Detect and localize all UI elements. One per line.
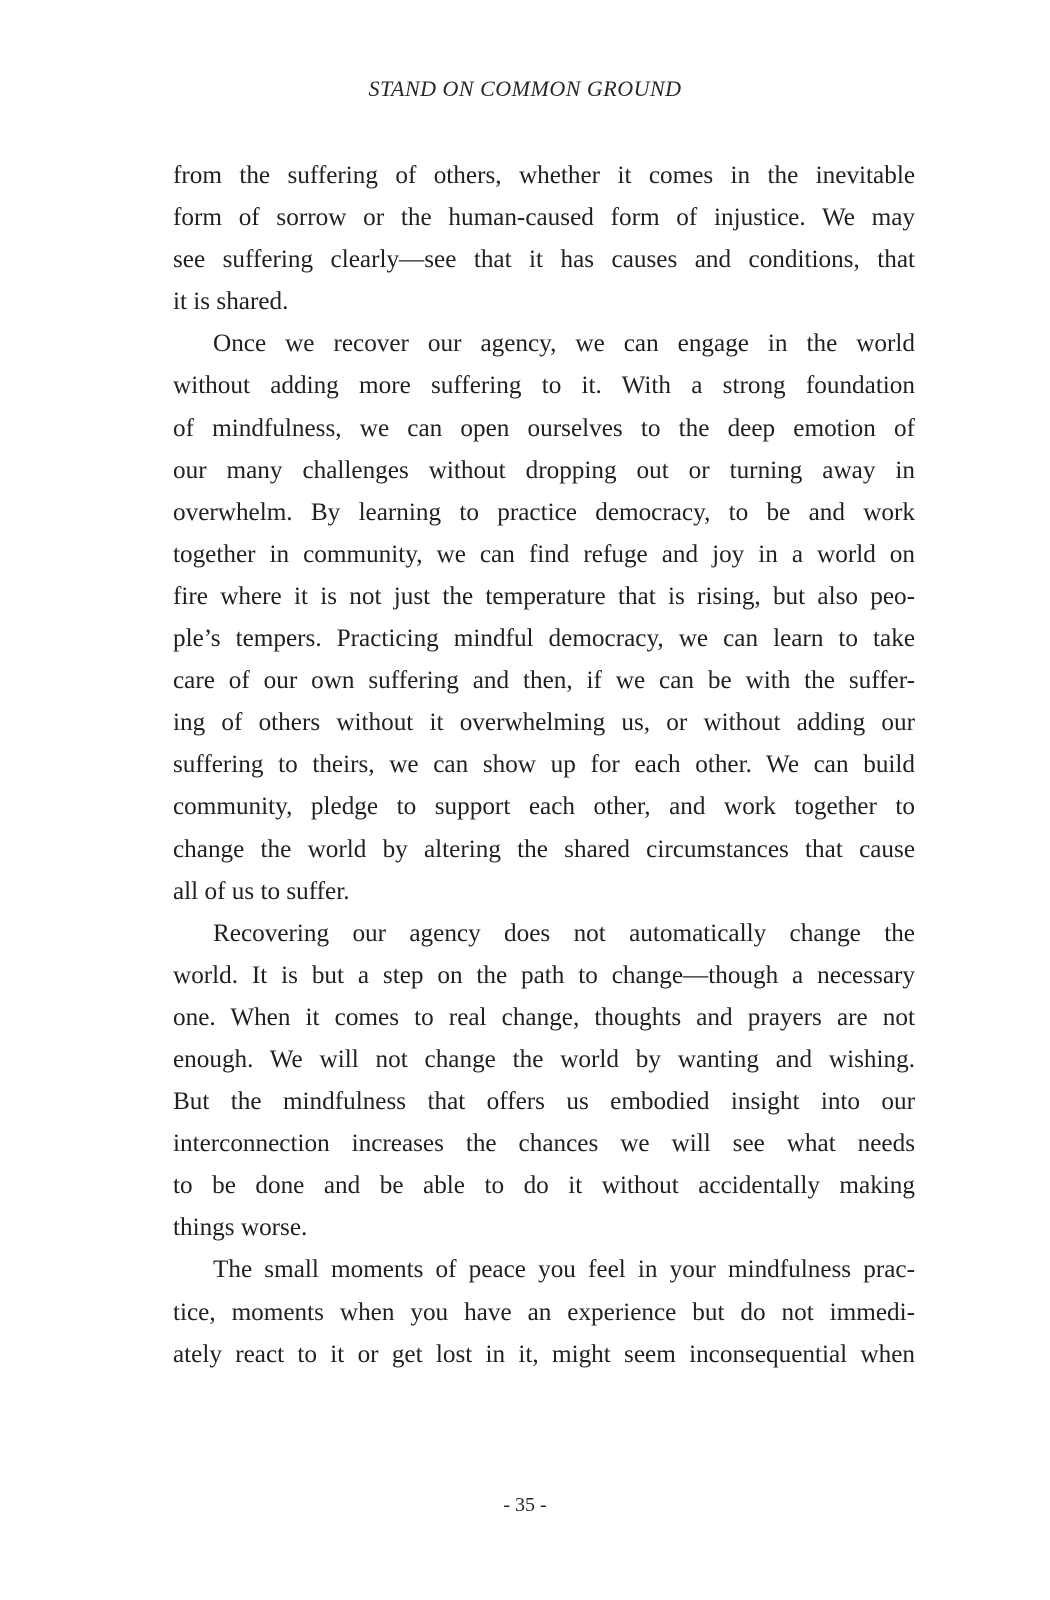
text-line: without adding more suffering to it. With a strong foundation xyxy=(173,372,915,400)
text-line: interconnection increases the chances we will see what needs xyxy=(173,1130,915,1158)
text-line: enough. We will not change the world by wanting and wishing. xyxy=(173,1045,915,1073)
text-line: form of sorrow or the human-caused form of injustice. We may xyxy=(173,204,915,232)
text-line: ately react to it or get lost in it, might seem inconsequential when xyxy=(173,1340,915,1368)
paragraph-3 xyxy=(173,913,915,1250)
text-line: together in community, we can find refuge and joy in a world on xyxy=(173,540,915,568)
running-head: STAND ON COMMON GROUND xyxy=(368,76,682,101)
text-line: change the world by altering the shared circumstances that cause xyxy=(173,835,915,863)
text-line: fire where it is not just the temperature that is rising, but also peo- xyxy=(173,582,915,610)
paragraph-2 xyxy=(173,323,915,912)
text-line: Recovering our agency does not automatically change the xyxy=(213,919,915,947)
text-line: community, pledge to support each other, and work together to xyxy=(173,793,915,821)
text-line: care of our own suffering and then, if we can be with the suffer- xyxy=(173,667,915,695)
text-line: Once we recover our agency, we can engage in the world xyxy=(213,330,915,358)
paragraph-1 xyxy=(173,155,915,323)
text-line: The small moments of peace you feel in your mindfulness prac- xyxy=(213,1256,915,1284)
text-line: our many challenges without dropping out or turning away in xyxy=(173,456,915,484)
page-number: - 35 - xyxy=(503,1494,547,1516)
text-line: world. It is but a step on the path to change—though a necessary xyxy=(173,961,915,989)
paragraph-4 xyxy=(173,1249,915,1375)
text-line: overwhelm. By learning to practice democracy, to be and work xyxy=(173,498,915,526)
text-line: see suffering clearly—see that it has causes and conditions, that xyxy=(173,246,915,274)
text-line: it is shared. xyxy=(173,288,289,316)
text-line: ing of others without it overwhelming us, or without adding our xyxy=(173,709,915,737)
text-line: to be done and be able to do it without accidentally making xyxy=(173,1172,915,1200)
text-line: But the mindfulness that offers us embodied insight into our xyxy=(173,1088,915,1116)
text-line: all of us to suffer. xyxy=(173,877,350,905)
text-line: tice, moments when you have an experience but do not immedi- xyxy=(173,1298,915,1326)
body-text xyxy=(173,155,915,1376)
text-line: things worse. xyxy=(173,1214,308,1242)
text-line: suffering to theirs, we can show up for each other. We can build xyxy=(173,751,915,779)
text-line: ple’s tempers. Practicing mindful democracy, we can learn to take xyxy=(173,625,915,653)
text-line: of mindfulness, we can open ourselves to the deep emotion of xyxy=(173,414,915,442)
text-line: one. When it comes to real change, thoughts and prayers are not xyxy=(173,1003,915,1031)
text-line: from the suffering of others, whether it comes in the inevitable xyxy=(173,162,915,189)
